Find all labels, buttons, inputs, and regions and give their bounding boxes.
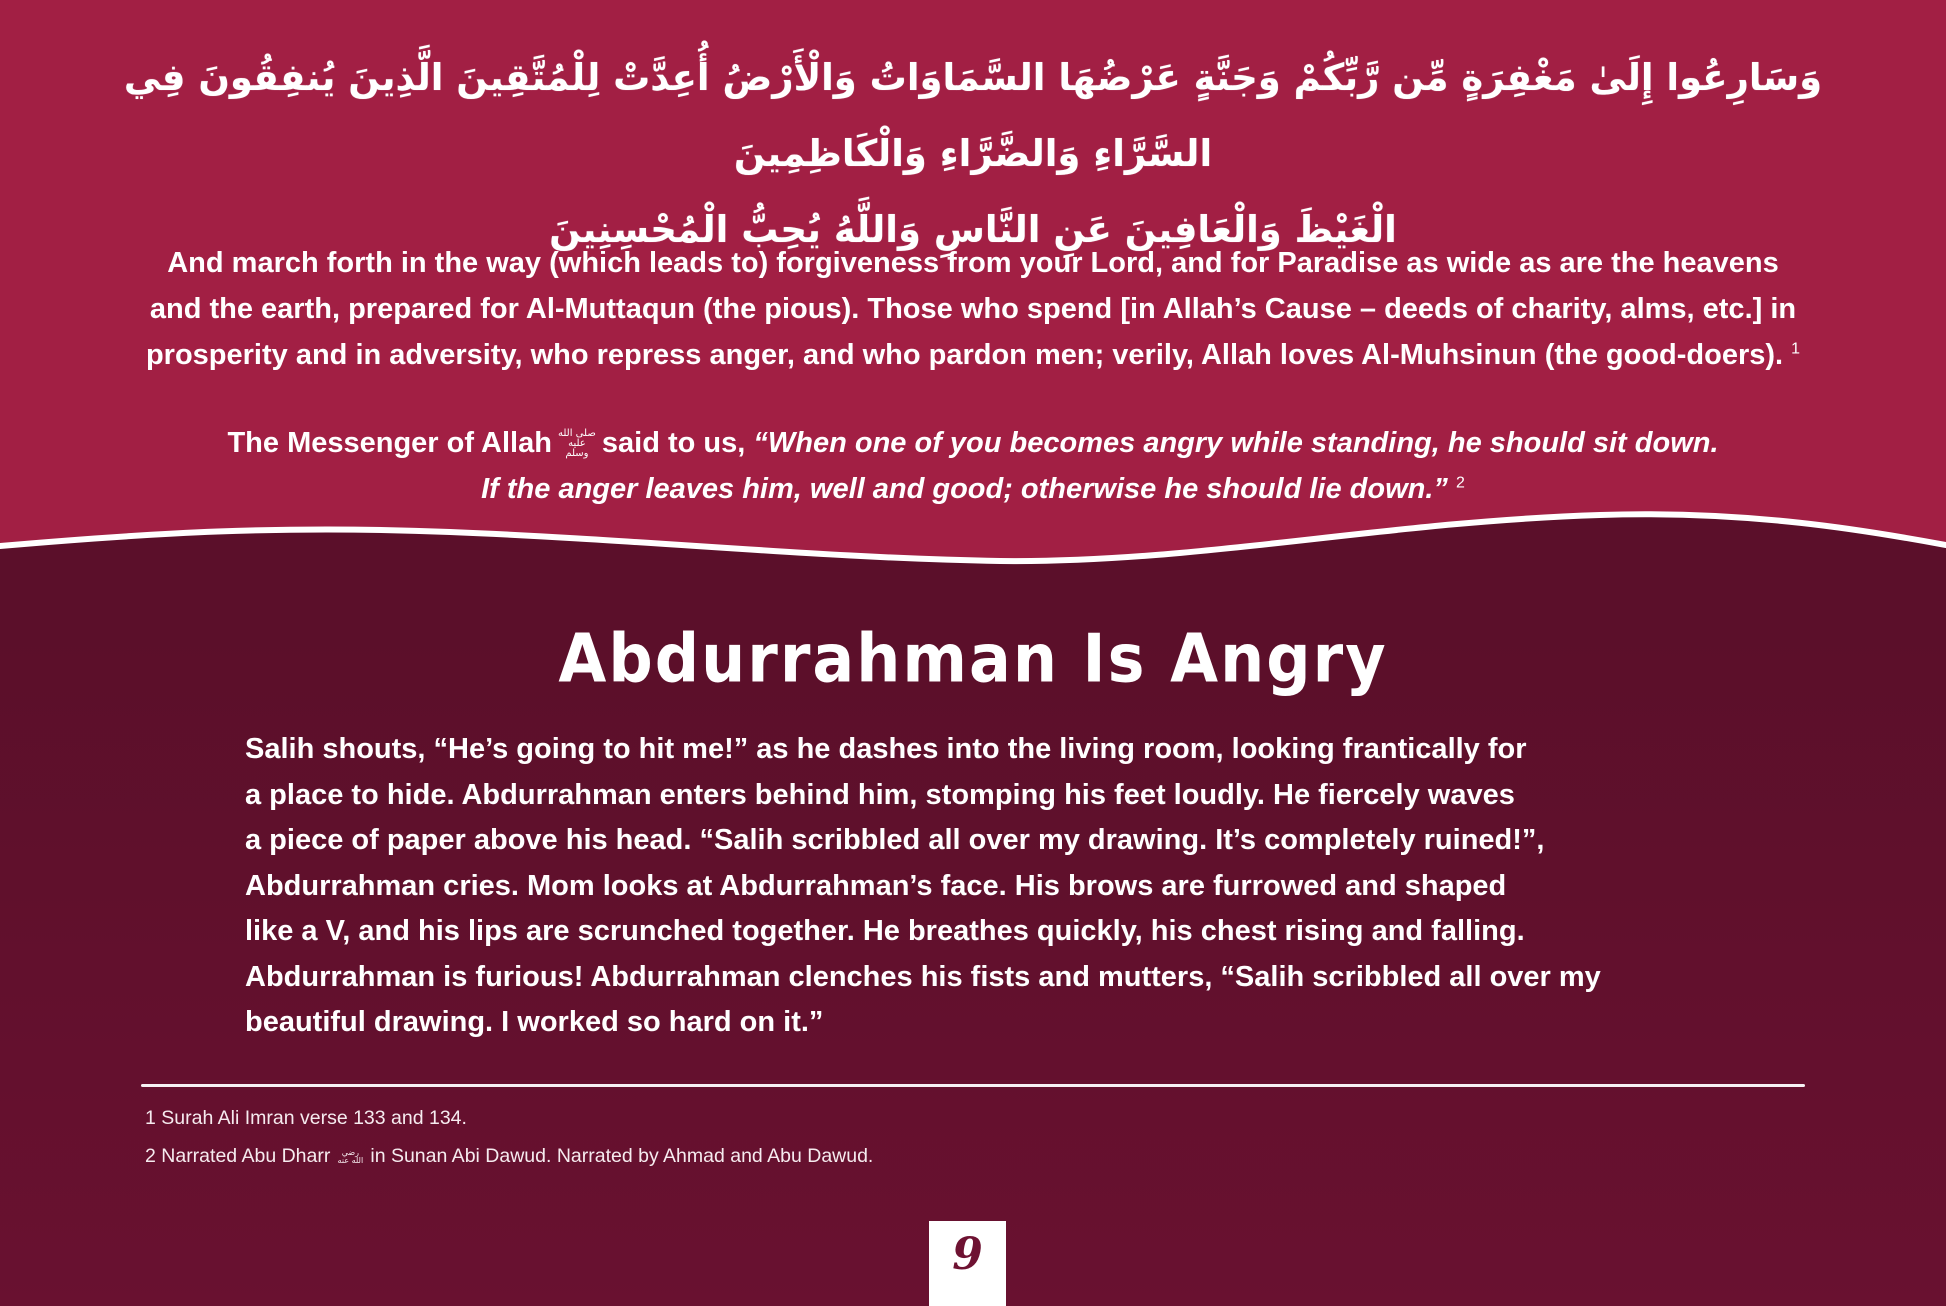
translation-line-2: and the earth, prepared for Al-Muttaqun (the pious). Those who spend [in Allah’s Cause – deeds of charity, alms, etc.] in (149, 293, 1797, 325)
story-line: Abdurrahman is furious! Abdurrahman clenches his fists and mutters, “Salih scribbled all over my (245, 960, 1601, 993)
hadith-line-1 (120, 420, 1826, 466)
story-title: Abdurrahman Is Angry (558, 619, 1388, 698)
hadith-quote-block (120, 420, 1826, 512)
radi-allahu-anhu-honorific: رضي الله عنه (337, 1147, 364, 1165)
story-line: Salih shouts, “He’s going to hit me!” as he dashes into the living room, looking frantically for (245, 733, 1527, 765)
footnote-ref-2: 2 (1456, 474, 1465, 492)
quran-arabic-line-2: الْغَيْظَ وَالْعَافِينَ عَنِ النَّاسِ وَاللَّهُ يُحِبُّ الْمُحْسِنِينَ (549, 208, 1397, 251)
wave-divider (0, 500, 1946, 636)
page-number-tab (929, 1221, 1006, 1306)
hadith-quote-line-2: If the anger leaves him, well and good; otherwise he should lie down.” (481, 473, 1448, 505)
quran-arabic-line-1: وَسَارِعُوا إِلَىٰ مَغْفِرَةٍ مِّن رَّبِّكُمْ وَجَنَّةٍ عَرْضُهَا السَّمَاوَاتُ وَالْأَرْضُ أُعِدَّتْ لِلْمُتَّقِينَ الَّذِينَ يُنفِقُونَ فِي السَّرَّاءِ وَالضَّرَّاءِ وَالْكَاظِمِينَ (123, 56, 1823, 175)
story-paragraph (245, 727, 1725, 1046)
story-line: a piece of paper above his head. “Salih scribbled all over my drawing. It’s completely ruined!”, (245, 824, 1545, 856)
hadith-said-part: said to us, (601, 427, 746, 459)
page-number: 9 (952, 1229, 983, 1280)
story-line: beautiful drawing. I worked so hard on it.” (245, 1006, 824, 1038)
hadith-intro: The Messenger of Allah (227, 427, 552, 459)
translation-line-3-text: prosperity and in adversity, who repress anger, and who pardon men; verily, Allah loves Al-Muhsinun (the good-doers). (145, 339, 1784, 371)
footnote-2 (145, 1137, 1801, 1175)
footnote-2-prefix: 2 Narrated Abu Dharr (145, 1145, 331, 1167)
footnote-ref-1: 1 (1791, 340, 1801, 358)
quran-verse-arabic (60, 40, 1886, 268)
translation-line-3 (120, 332, 1826, 378)
story-line: a place to hide. Abdurrahman enters behind him, stomping his feet loudly. He fiercely waves (245, 778, 1515, 811)
hadith-quote-line-1: “When one of you becomes angry while standing, he should sit down. (753, 427, 1719, 459)
footnote-1: 1 Surah Ali Imran verse 133 and 134. (145, 1107, 467, 1129)
translation-line-1: And march forth in the way (which leads to) forgiveness from your Lord, and for Paradise as wide as are the heavens (167, 247, 1779, 279)
verse-translation (120, 240, 1826, 378)
story-line: Abdurrahman cries. Mom looks at Abdurrahman’s face. His brows are furrowed and shaped (245, 869, 1507, 902)
story-line: like a V, and his lips are scrunched together. He breathes quickly, his chest rising and falling. (245, 915, 1525, 947)
sallallahu-alayhi-wasallam-honorific: صلى الله عليه وسلم (558, 428, 596, 460)
footnotes (145, 1099, 1801, 1175)
footnote-divider-line (141, 1084, 1805, 1087)
footnote-2-suffix: in Sunan Abi Dawud. Narrated by Ahmad and Abu Dawud. (370, 1145, 874, 1167)
